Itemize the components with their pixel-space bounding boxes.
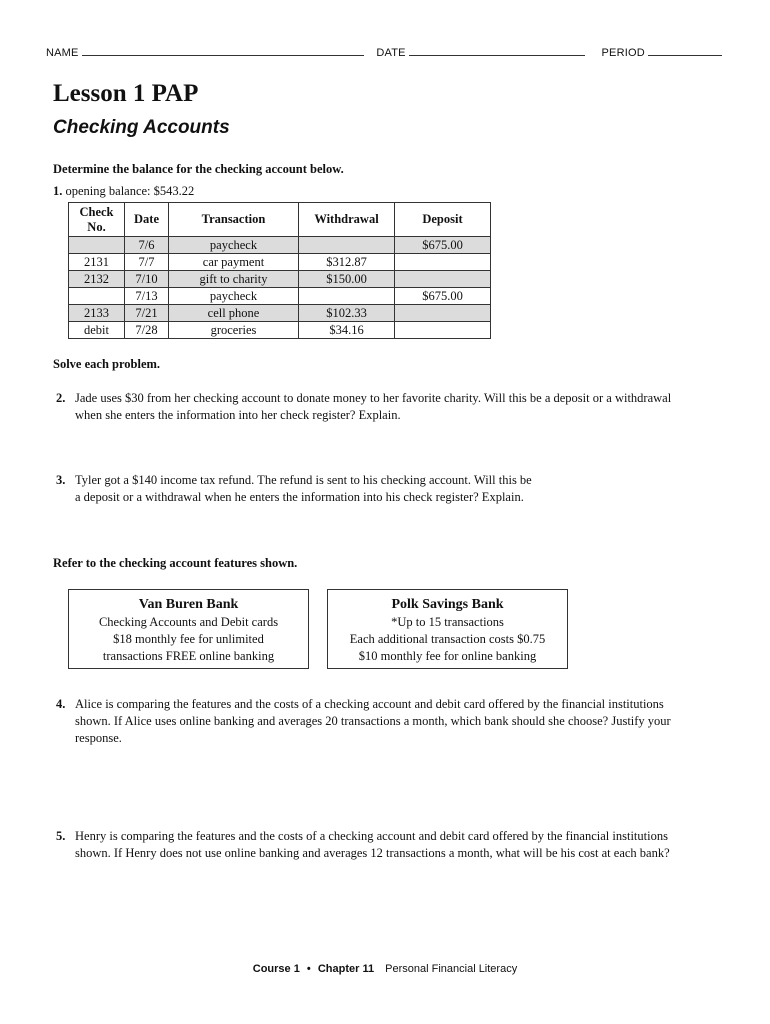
col-header-transaction: Transaction — [169, 203, 299, 237]
table-row — [69, 271, 491, 288]
name-blank[interactable] — [82, 46, 364, 56]
question-3-line-1: Tyler got a $140 income tax refund. The refund is sent to his checking account. Will this be — [75, 473, 532, 487]
cell-deposit: $675.00 — [395, 288, 491, 305]
cell-deposit — [395, 271, 491, 288]
cell-date: 7/7 — [125, 254, 169, 271]
cell-withdrawal: $150.00 — [299, 271, 395, 288]
question-2 — [56, 390, 696, 424]
table-row — [69, 305, 491, 322]
cell-deposit — [395, 305, 491, 322]
van-buren-line-2: $18 monthly fee for unlimited — [113, 632, 264, 646]
lesson-subtitle: Checking Accounts — [53, 117, 230, 138]
van-buren-bank-box — [68, 589, 309, 669]
cell-deposit: $675.00 — [395, 237, 491, 254]
cell-check: 2131 — [69, 254, 125, 271]
header-fields — [46, 46, 722, 59]
period-label: PERIOD — [601, 47, 645, 59]
polk-line-2: Each additional transaction costs $0.75 — [349, 632, 546, 646]
cell-transaction: paycheck — [169, 288, 299, 305]
page-footer — [0, 963, 770, 975]
table-header-row — [69, 203, 491, 237]
question-5-number: 5. — [56, 829, 66, 843]
question-3 — [56, 472, 696, 506]
polk-savings-bank-box — [327, 589, 568, 669]
question-3-line-2: a deposit or a withdrawal when he enters the information into his check register? Explain. — [75, 490, 524, 504]
question-5 — [56, 828, 696, 862]
van-buren-line-1: Checking Accounts and Debit cards — [98, 615, 279, 629]
question-1-number: 1. — [53, 184, 63, 198]
question-2-number: 2. — [56, 391, 66, 405]
cell-transaction: gift to charity — [169, 271, 299, 288]
polk-line-3: $10 monthly fee for online banking — [358, 649, 537, 663]
col-header-date: Date — [125, 203, 169, 237]
cell-transaction: cell phone — [169, 305, 299, 322]
polk-line-1: *Up to 15 transactions — [391, 615, 504, 629]
date-label: DATE — [376, 47, 406, 59]
instruction-part3: Refer to the checking account features shown. — [53, 556, 298, 570]
table-row — [69, 322, 491, 339]
question-2-text: Jade uses $30 from her checking account to donate money to her favorite charity. Will this be a deposit or a withdrawal when she enters the information into her check register? Explain. — [75, 391, 672, 422]
cell-transaction: groceries — [169, 322, 299, 339]
question-4-text: Alice is comparing the features and the costs of a checking account and debit card offered by the financial institutions shown. If Alice uses online banking and averages 20 transactions a month, which bank should she choose? Justify your response. — [75, 697, 671, 745]
cell-date: 7/13 — [125, 288, 169, 305]
cell-check: debit — [69, 322, 125, 339]
question-3-number: 3. — [56, 473, 66, 487]
table-row — [69, 288, 491, 305]
cell-transaction: paycheck — [169, 237, 299, 254]
cell-deposit — [395, 254, 491, 271]
col-header-check-no: Check No. — [69, 203, 125, 237]
col-header-withdrawal: Withdrawal — [299, 203, 395, 237]
cell-date: 7/28 — [125, 322, 169, 339]
footer-subject: Personal Financial Literacy — [385, 963, 518, 975]
table-row — [69, 254, 491, 271]
cell-check: 2132 — [69, 271, 125, 288]
cell-check — [69, 288, 125, 305]
polk-bank-name: Polk Savings Bank — [391, 597, 504, 612]
cell-withdrawal: $34.16 — [299, 322, 395, 339]
footer-bullet: • — [306, 963, 311, 975]
instruction-part2: Solve each problem. — [53, 357, 161, 371]
cell-deposit — [395, 322, 491, 339]
opening-balance: opening balance: $543.22 — [65, 184, 195, 198]
lesson-title: Lesson 1 PAP — [53, 80, 199, 107]
cell-check — [69, 237, 125, 254]
van-buren-bank-name: Van Buren Bank — [138, 597, 239, 612]
cell-transaction: car payment — [169, 254, 299, 271]
period-blank[interactable] — [648, 46, 722, 56]
cell-withdrawal: $102.33 — [299, 305, 395, 322]
cell-date: 7/10 — [125, 271, 169, 288]
cell-date: 7/6 — [125, 237, 169, 254]
footer-chapter: Chapter 11 — [317, 963, 375, 975]
table-row — [69, 237, 491, 254]
cell-withdrawal — [299, 237, 395, 254]
question-5-text: Henry is comparing the features and the costs of a checking account and debit card offered by the financial institutions shown. If Henry does not use online banking and averages 12 transactions a month, what will be his cost at each bank? — [75, 829, 670, 860]
question-4 — [56, 696, 696, 747]
name-label: NAME — [46, 47, 79, 59]
cell-withdrawal: $312.87 — [299, 254, 395, 271]
date-blank[interactable] — [409, 46, 585, 56]
question-1 — [53, 184, 194, 199]
check-register-table — [68, 202, 491, 339]
cell-date: 7/21 — [125, 305, 169, 322]
instruction-part1: Determine the balance for the checking account below. — [53, 162, 344, 176]
cell-check: 2133 — [69, 305, 125, 322]
van-buren-line-3: transactions FREE online banking — [102, 649, 275, 663]
footer-course: Course 1 — [252, 963, 300, 975]
question-4-number: 4. — [56, 697, 66, 711]
cell-withdrawal — [299, 288, 395, 305]
col-header-deposit: Deposit — [395, 203, 491, 237]
